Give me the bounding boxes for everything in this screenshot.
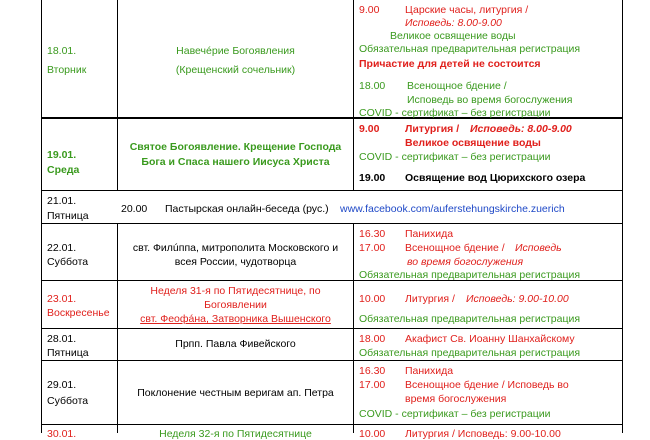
service-note: время богослужения — [405, 393, 507, 405]
service-time: 17.00 — [359, 242, 386, 254]
service-name: Всенощное бдение / — [407, 80, 507, 92]
row-date: 28.01. — [47, 333, 77, 345]
service-time: 18.00 — [359, 333, 386, 345]
registration-note: Обязательная предварительная регистрация — [359, 313, 581, 325]
service-time: 10.00 — [359, 428, 386, 440]
confession-time: Исповедь: 8.00-9.00 — [470, 123, 572, 135]
row-divider — [41, 424, 623, 425]
feast-name: Святое Богоявление. Крещение Господа — [129, 141, 342, 153]
service-time: 17.00 — [359, 379, 386, 391]
facebook-link[interactable]: www.facebook.com/auferstehungskirche.zuerich — [340, 203, 565, 215]
covid-note: COVID - сертификат – без регистрации — [359, 151, 551, 163]
service-name: Царские часы, литургия / — [405, 4, 529, 16]
row-weekday: Пятница — [47, 210, 89, 222]
service-name: Всенощное бдение / — [405, 242, 505, 254]
column-divider — [353, 0, 354, 191]
confession-time: Исповедь: 9.00-10.00 — [466, 293, 569, 305]
row-weekday: Суббота — [47, 395, 89, 407]
registration-note: Обязательная предварительная регистрация — [359, 347, 581, 359]
row-divider — [41, 223, 623, 224]
registration-note: Обязательная предварительная регистрация — [359, 269, 581, 281]
feast-name: Поклонение честным веригам ап. Петра — [137, 387, 334, 399]
row-date: 23.01. — [47, 293, 77, 305]
row-date: 29.01. — [47, 379, 77, 391]
row-divider — [41, 190, 623, 191]
service-note: Великое освящение воды — [390, 30, 516, 42]
row-date: 22.01. — [47, 242, 77, 254]
service-name: Акафист Св. Иоанну Шанхайскому — [405, 333, 575, 345]
registration-note: Обязательная предварительная регистрация — [359, 43, 581, 55]
service-name: Панихида — [405, 228, 454, 240]
row-divider — [41, 328, 623, 329]
covid-note: COVID - сертификат – без регистрации — [359, 107, 551, 119]
event-time: 20.00 — [121, 203, 148, 215]
service-name: Литургия / — [405, 123, 460, 135]
service-name: Всенощное бдение / Исповедь во — [405, 379, 569, 391]
feast-name: Бога и Спаса нашего Иисуса Христа — [141, 156, 330, 168]
service-time: 16.30 — [359, 365, 386, 377]
feast-name: Прпп. Павла Фивейского — [175, 338, 296, 350]
feast-name: Неделя 31-я по Пятидесятнице, по — [150, 285, 321, 297]
event-name: Пастырская онлайн-беседа (рус.) — [165, 203, 329, 215]
service-name: Освящение вод Цюрихского озера — [405, 172, 586, 184]
row-date: 18.01. — [47, 45, 77, 57]
service-time: 9.00 — [359, 4, 380, 16]
row-divider — [41, 360, 623, 361]
row-weekday: Среда — [47, 164, 80, 176]
feast-name: свт. Филúппа, митрополита Московского и — [132, 242, 339, 254]
service-time: 16.30 — [359, 228, 386, 240]
service-time: 19.00 — [359, 172, 386, 184]
confession-note: Исповедь — [515, 242, 562, 254]
feast-name: Навечéрие Богоявления — [176, 45, 295, 57]
service-name: Панихида — [405, 365, 454, 377]
table-left-border — [41, 0, 42, 433]
row-weekday: Вторник — [47, 64, 87, 76]
row-date: 30.01. — [47, 428, 77, 440]
table-right-border — [622, 0, 623, 433]
service-time: 18.00 — [359, 80, 386, 92]
row-date: 21.01. — [47, 195, 77, 207]
row-weekday: Суббота — [47, 256, 89, 268]
row-weekday: Воскресенье — [47, 307, 110, 319]
service-note: Исповедь во время богослужения — [407, 94, 573, 106]
feast-name: Богоявлении — [204, 299, 267, 311]
row-weekday: Пятница — [47, 347, 89, 359]
feast-name: Неделя 32-я по Пятидесятнице — [159, 428, 312, 440]
row-date: 19.01. — [47, 149, 77, 161]
service-note: Великое освящение воды — [405, 137, 541, 149]
service-name: Литургия / — [405, 293, 455, 305]
feast-name: всея России, чудотворца — [174, 256, 297, 268]
confession-time: Исповедь: 8.00-9.00 — [405, 17, 502, 29]
feast-name: (Крещенский сочельник) — [175, 64, 296, 76]
service-note: Причастие для детей не состоится — [359, 58, 541, 70]
service-time: 9.00 — [359, 123, 380, 135]
confession-note: во время богослужения — [407, 256, 524, 268]
service-name: Литургия / Исповедь: 9.00-10.00 — [405, 428, 561, 440]
saint-commemoration: свт. Феофáна, Затворника Вышенского — [140, 313, 331, 325]
covid-note: COVID - сертификат – без регистрации — [359, 408, 551, 420]
service-time: 10.00 — [359, 293, 386, 305]
